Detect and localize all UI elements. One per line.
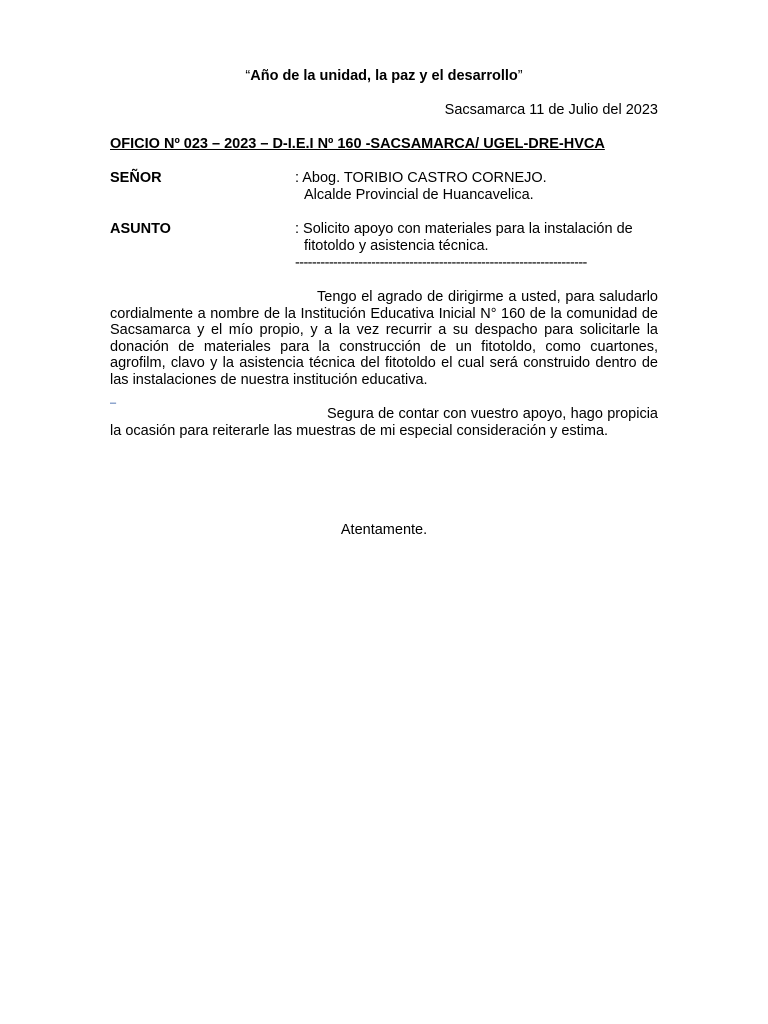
- recipient-value: [295, 170, 658, 203]
- subject-value: [295, 221, 658, 254]
- subject-label: ASUNTO: [110, 221, 171, 237]
- motto-text: Año de la unidad, la paz y el desarrollo: [250, 68, 518, 84]
- editing-marker: –: [110, 397, 117, 409]
- body-paragraph-1: [110, 289, 658, 388]
- oficio-reference: OFICIO Nº 023 – 2023 – D-I.E.I Nº 160 -SACSAMARCA/ UGEL-DRE-HVCA: [110, 136, 605, 152]
- body-paragraph-1-text: Tengo el agrado de dirigirme a usted, para saludarlo cordialmente a nombre de la Institución Educativa Inicial N° 160 de la comunidad de Sacsamarca y el mío propio, y a la vez recurrir a su despacho para solicitarle la donación de materiales para la construcción de un fitotoldo, como cuartones, agrofilm, clavo y la asistencia técnica del fitotoldo el cual será construido dentro de las instalaciones de nuestra institución educativa.: [110, 289, 658, 388]
- body-paragraph-2: [110, 406, 658, 439]
- motto-close-quote: ”: [517, 68, 523, 84]
- closing-salutation: Atentamente.: [340, 522, 428, 538]
- subject-line-2: fitotoldo y asistencia técnica.: [304, 237, 489, 254]
- separator-line: ---------------------------------------------------------------------: [295, 255, 587, 271]
- subject-line-1: : Solicito apoyo con materiales para la instalación de: [295, 221, 633, 237]
- body-paragraph-2-text: Segura de contar con vuestro apoyo, hago propicia la ocasión para reiterarle las muestras de mi especial consideración y estima.: [110, 406, 658, 439]
- recipient-label: SEÑOR: [110, 170, 162, 186]
- motto-open-quote: “: [245, 68, 251, 84]
- year-motto: [110, 68, 658, 85]
- recipient-name: : Abog. TORIBIO CASTRO CORNEJO.: [295, 170, 547, 186]
- recipient-title: Alcalde Provincial de Huancavelica.: [304, 186, 534, 203]
- place-and-date: Sacsamarca 11 de Julio del 2023: [444, 102, 658, 118]
